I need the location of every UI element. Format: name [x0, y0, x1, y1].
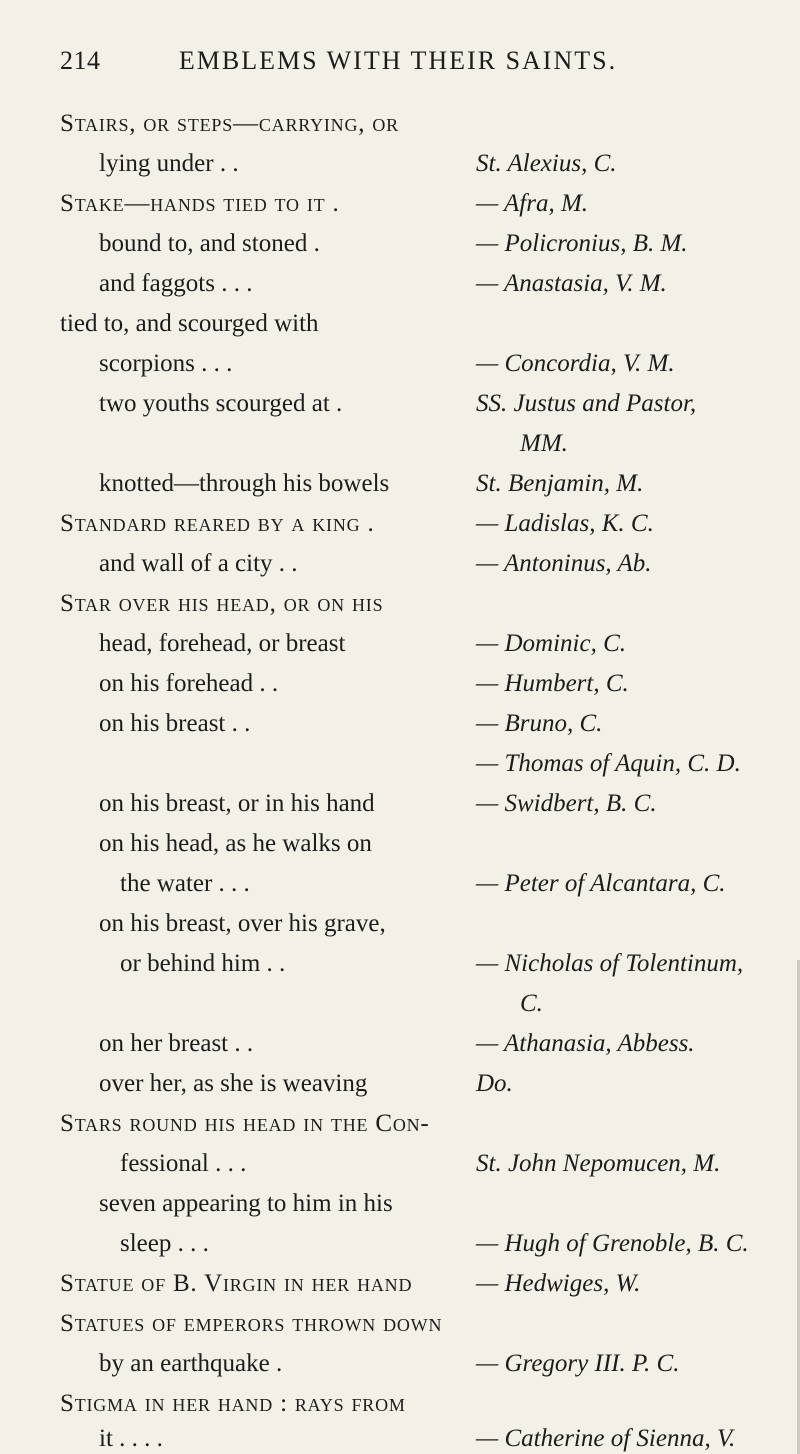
entry-line [0, 1024, 800, 1064]
entry-description: bound to, and stoned . [99, 230, 320, 257]
entry-heading: Stigma in her hand : rays from [60, 1390, 406, 1417]
entry-description: fessional . . . [120, 1150, 247, 1177]
entry-description: knotted—through his bowels [99, 470, 390, 497]
entry-description: on his breast, over his grave, [99, 910, 386, 937]
entry-description: lying under . . [99, 150, 239, 177]
entry-line [0, 744, 800, 784]
entry-line [0, 784, 800, 824]
entry-line [0, 904, 800, 944]
entry-line [0, 504, 800, 544]
entry-description: scorpions . . . [99, 350, 233, 377]
entry-description: sleep . . . [120, 1230, 209, 1257]
entry-line [0, 224, 800, 264]
entry-description: on his head, as he walks on [99, 830, 372, 857]
entry-line [0, 664, 800, 704]
entry-line [0, 304, 800, 344]
entry-description: on his forehead . . [99, 670, 279, 697]
entry-saint: St. Alexius, C. [476, 150, 617, 177]
entry-saint: — Dominic, C. [476, 630, 626, 657]
entry-line [0, 264, 800, 304]
entry-line [0, 464, 800, 504]
entry-line [0, 1304, 800, 1344]
entry-description: tied to, and scourged with [60, 310, 319, 337]
entry-description: head, forehead, or breast [99, 630, 346, 657]
entry-heading: Stake—hands tied to it . [60, 190, 340, 217]
entry-line [0, 344, 800, 384]
entry-saint: MM. [520, 430, 568, 457]
entry-saint: — Antoninus, Ab. [476, 550, 652, 577]
entry-saint: — Anastasia, V. M. [476, 270, 667, 297]
entry-heading: Statue of B. Virgin in her hand [60, 1270, 413, 1297]
entry-saint: — Concordia, V. M. [476, 350, 675, 377]
entry-saint: — Hugh of Grenoble, B. C. [476, 1230, 749, 1257]
entry-description: and wall of a city . . [99, 550, 298, 577]
entry-heading: Star over his head, or on his [60, 590, 384, 617]
entry-line [0, 1184, 800, 1224]
entry-line [0, 544, 800, 584]
entry-saint: C. [520, 990, 543, 1017]
entry-saint: — Swidbert, B. C. [476, 790, 657, 817]
entry-heading: Standard reared by a king . [60, 510, 375, 537]
entry-saint: — Afra, M. [476, 190, 589, 217]
entry-saint: SS. Justus and Pastor, [476, 390, 697, 417]
entry-saint: — Policronius, B. M. [476, 230, 688, 257]
entry-saint: St. Benjamin, M. [476, 470, 644, 497]
entry-description: over her, as she is weaving [99, 1070, 368, 1097]
entry-line [0, 144, 800, 184]
entry-line [0, 624, 800, 664]
entry-description: it . . . . [99, 1425, 163, 1452]
page-number: 214 [60, 46, 101, 75]
entry-line [0, 1344, 800, 1384]
entry-saint: St. John Nepomucen, M. [476, 1150, 721, 1177]
entry-description: seven appearing to him in his [99, 1190, 393, 1217]
entry-line [0, 944, 800, 984]
entry-heading: Statues of emperors thrown down [60, 1310, 443, 1337]
entry-line [0, 824, 800, 864]
entry-line [0, 424, 800, 464]
entry-saint: — Peter of Alcantara, C. [476, 870, 726, 897]
entry-line [0, 1144, 800, 1184]
entry-description: and faggots . . . [99, 270, 253, 297]
entry-description: on her breast . . [99, 1030, 254, 1057]
entry-saint: — Bruno, C. [476, 710, 603, 737]
entry-line [0, 1424, 800, 1454]
entry-line [0, 1224, 800, 1264]
entry-line [0, 1064, 800, 1104]
entry-line [0, 1104, 800, 1144]
entry-saint: — Nicholas of Tolentinum, [476, 950, 744, 977]
entry-line [0, 704, 800, 744]
entry-saint: — Humbert, C. [476, 670, 629, 697]
entry-line [0, 984, 800, 1024]
entry-description: two youths scourged at . [99, 390, 343, 417]
entry-saint: — Ladislas, K. C. [476, 510, 654, 537]
entry-line [0, 1264, 800, 1304]
entry-heading: Stairs, or steps—carrying, or [60, 110, 399, 137]
entry-line [0, 384, 800, 424]
entry-description: the water . . . [120, 870, 250, 897]
entry-description: on his breast, or in his hand [99, 790, 375, 817]
entry-saint: — Gregory III. P. C. [476, 1350, 680, 1377]
entry-saint: — Thomas of Aquin, C. D. [476, 750, 741, 777]
running-head: EMBLEMS WITH THEIR SAINTS. [178, 46, 618, 75]
entry-saint: — Athanasia, Abbess. [476, 1030, 695, 1057]
entry-description: on his breast . . [99, 710, 251, 737]
entry-line [0, 584, 800, 624]
entry-line [0, 184, 800, 224]
entry-line [0, 104, 800, 144]
entry-saint: Do. [476, 1070, 513, 1097]
entry-description: by an earthquake . [99, 1350, 283, 1377]
entry-heading: Stars round his head in the Con- [60, 1110, 430, 1137]
entry-saint: — Catherine of Sienna, V. [476, 1425, 736, 1452]
entry-description: or behind him . . [120, 950, 286, 977]
entry-saint: — Hedwiges, W. [476, 1270, 641, 1297]
entry-line [0, 864, 800, 904]
entry-line [0, 1384, 800, 1424]
